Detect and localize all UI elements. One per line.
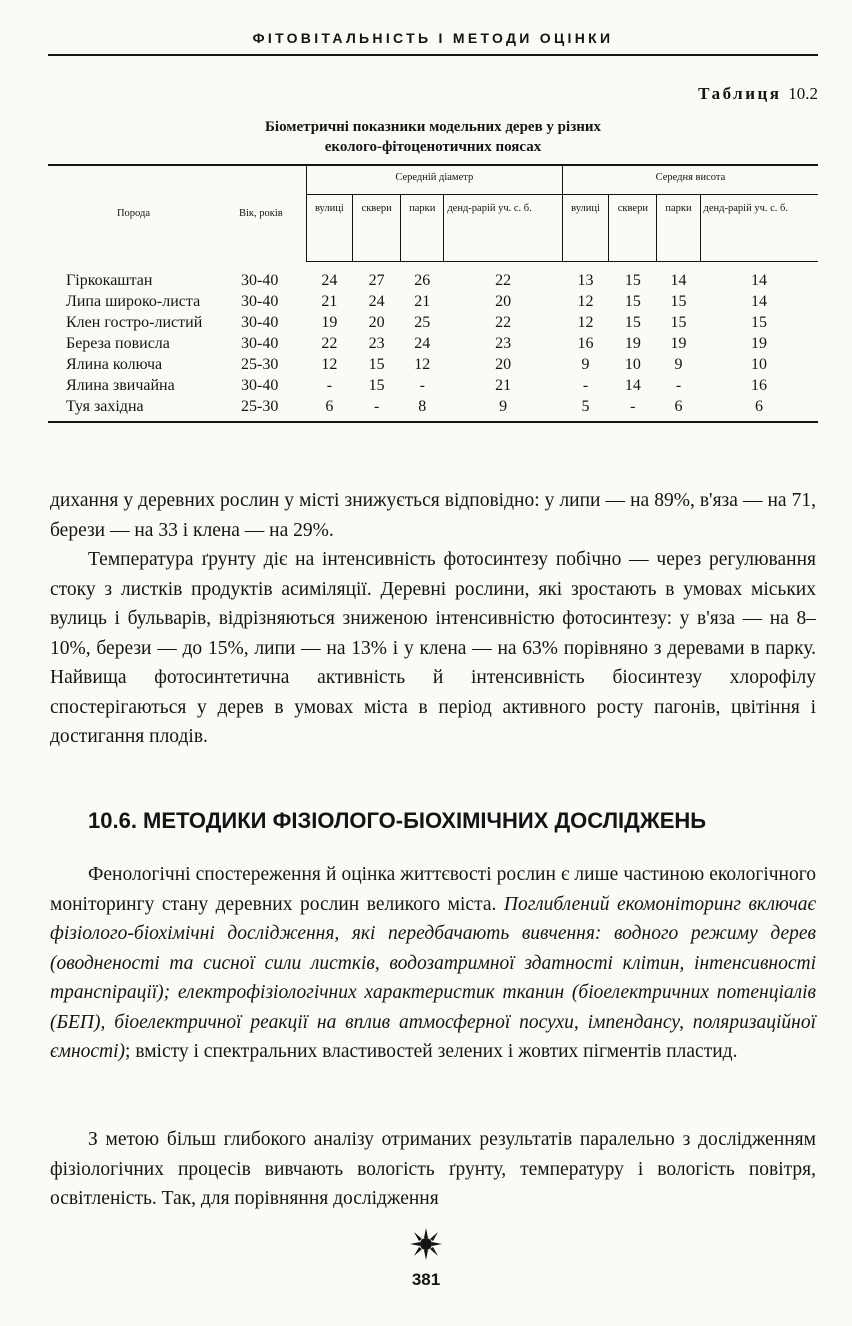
height-cell: 16 [577, 335, 594, 352]
height-cell: 15 [751, 314, 768, 331]
diameter-cell: 9 [444, 396, 563, 422]
table-label-number: 10.2 [788, 84, 818, 103]
diameter-cell: 21 [321, 293, 338, 310]
species-cell: Липа широко-листа [66, 293, 201, 310]
height-cell: 12 [577, 314, 594, 331]
diameter-cell: 24 [368, 293, 385, 310]
height-cell: 15 [670, 314, 687, 331]
running-head: ФІТОВІТАЛЬНІСТЬ І МЕТОДИ ОЦІНКИ [252, 30, 614, 46]
header-parks: парки [401, 195, 444, 262]
height-cell: 5 [562, 396, 608, 422]
diameter-cell: 21 [414, 293, 431, 310]
diameter-cell: 20 [495, 356, 512, 373]
header-mean-height: Середня висота [562, 165, 818, 195]
height-cell: 9 [674, 356, 683, 373]
diameter-cell: 24 [414, 335, 431, 352]
header-dendrarium: денд-рарій уч. с. б. [700, 195, 818, 262]
header-age: Вік, років [219, 165, 306, 262]
height-cell: 10 [624, 356, 641, 373]
paragraph-text: ; вмісту і спектральних властивостей зелених і жовтих пігментів пластид. [125, 1041, 738, 1062]
diameter-cell: - [326, 377, 333, 394]
paragraph-italic-text: Поглиблений екомоніторинг включає фізіолого-біохімічні дослідження, які передбачають вивчення: водного режиму дерев (оводненості та сисної сили листків, водозатримної здатності клітин, інтенсивності транспірації); електрофізіологічних характеристик тканин (біоелектричних потенціалів (БЕП), біоелектричної реакції на вплив атмосферної посухи, імпендансу, поляризаційної ємності) [50, 893, 816, 1062]
diameter-cell: 12 [414, 356, 431, 373]
height-cell: 14 [751, 272, 768, 289]
height-cell: 15 [624, 314, 641, 331]
paragraph-text: Фенологічні спостереження й оцінка життєвості рослин є лише частиною екологічного моніторингу стану деревних рослин великого міста. [50, 864, 816, 915]
species-cell: Клен гостро-листий [66, 314, 203, 331]
height-cell: 16 [751, 377, 768, 394]
header-species: Порода [48, 165, 219, 262]
height-cell: 14 [670, 272, 687, 289]
table-row [48, 312, 818, 333]
diameter-cell: 23 [368, 335, 385, 352]
diameter-cell: 15 [368, 377, 385, 394]
age-cell: 30-40 [241, 335, 279, 352]
height-cell: - [675, 377, 682, 394]
header-squares: сквери [609, 195, 657, 262]
age-cell: 30-40 [241, 271, 279, 289]
header-mean-diameter: Середній діаметр [306, 165, 562, 195]
diameter-cell: 6 [306, 396, 352, 422]
header-parks: парки [657, 195, 700, 262]
height-cell: 15 [670, 293, 687, 310]
paragraph: Температура ґрунту діє на інтенсивність фотосинтезу побічно — через регулювання стоку з листків продуктів асиміляції. Деревні рослини, які зростають в умовах міських вулиць і бульварів, відрізняються зниженою інтенсивністю фотосинтезу: у в'яза — на 8–10%, берези — до 15%, липи — на 13% і у клена — на 63% порівняно з деревами в парку. Найвища фотосинтетична активність й інтенсивність біосинтезу хлорофілу спостерігаються у дерев в умовах міста в період активного росту пагонів, цвітіння і достигання плодів. [50, 549, 816, 747]
height-cell: 6 [700, 396, 818, 422]
section-title: 10.6. МЕТОДИКИ ФІЗІОЛОГО-БІОХІМІЧНИХ ДОСЛІДЖЕНЬ [88, 808, 707, 833]
age-cell: 25-30 [219, 396, 306, 422]
paragraph: дихання у деревних рослин у місті знижується відповідно: у липи — на 89%, в'яза — на 71, берези — на 33 і клена — на 29%. [50, 490, 816, 541]
diameter-cell: 22 [321, 335, 338, 352]
height-cell: 10 [751, 356, 768, 373]
diameter-cell: 24 [321, 272, 338, 289]
diameter-cell: 27 [368, 272, 385, 289]
table-caption [48, 117, 818, 157]
height-cell: 19 [624, 335, 641, 352]
diameter-cell: 19 [321, 314, 338, 331]
species-cell: Гіркокаштан [66, 271, 153, 289]
species-cell: Ялина звичайна [66, 377, 175, 394]
paragraph [50, 860, 816, 1067]
diameter-cell: - [419, 377, 425, 394]
diameter-cell: 21 [495, 377, 512, 394]
height-cell: 15 [624, 293, 641, 310]
age-cell: 30-40 [241, 314, 279, 331]
table-body [48, 262, 818, 423]
age-cell: 30-40 [241, 377, 279, 394]
diameter-cell: 20 [495, 293, 512, 310]
table-row [48, 375, 818, 396]
diameter-cell: 15 [368, 356, 385, 373]
diameter-cell: 26 [414, 272, 431, 289]
table-label [698, 84, 818, 104]
age-cell: 30-40 [241, 293, 279, 310]
height-cell: 19 [751, 335, 768, 352]
diameter-cell: 22 [495, 272, 512, 289]
header-streets: вулиці [306, 195, 352, 262]
diameter-cell: 20 [368, 314, 385, 331]
species-cell: Ялина колюча [66, 356, 163, 373]
ornament-icon [408, 1226, 444, 1267]
height-cell: 6 [657, 396, 700, 422]
species-cell: Береза повисла [66, 335, 170, 352]
height-cell: 9 [581, 356, 590, 373]
height-cell: 19 [670, 335, 687, 352]
table-label-word: Таблиця [698, 84, 782, 103]
table-row [48, 333, 818, 354]
header-squares: сквери [353, 195, 401, 262]
age-cell: 25-30 [241, 356, 279, 373]
diameter-cell: 12 [321, 356, 338, 373]
paragraph: З метою більш глибокого аналізу отриманих результатів паралельно з дослідженням фізіологічних процесів вивчають вологість ґрунту, температуру і вологість повітря, освітленість. Так, для порівняння дослідження [50, 1129, 816, 1209]
header-dendrarium: денд-рарій уч. с. б. [444, 195, 563, 262]
table-row [48, 354, 818, 375]
biometric-table [48, 164, 818, 423]
table-row [48, 262, 818, 292]
height-cell: - [582, 377, 589, 394]
diameter-cell: 25 [414, 314, 431, 331]
diameter-cell: 22 [495, 314, 512, 331]
height-cell: 15 [624, 272, 641, 289]
table-row [48, 291, 818, 312]
page-number: 381 [411, 1270, 441, 1289]
table-caption-line: Біометричні показники модельних дерев у різних [264, 119, 602, 135]
header-rule [48, 54, 818, 56]
height-cell: 12 [577, 293, 594, 310]
height-cell: - [609, 396, 657, 422]
height-cell: 13 [577, 272, 594, 289]
diameter-cell: - [353, 396, 401, 422]
table-caption-line: еколого-фітоценотичних поясах [324, 139, 542, 155]
species-cell: Туя західна [48, 396, 219, 422]
height-cell: 14 [624, 377, 641, 394]
height-cell: 14 [751, 293, 768, 310]
diameter-cell: 8 [401, 396, 444, 422]
table-row [48, 396, 818, 422]
header-streets: вулиці [562, 195, 608, 262]
diameter-cell: 23 [495, 335, 512, 352]
